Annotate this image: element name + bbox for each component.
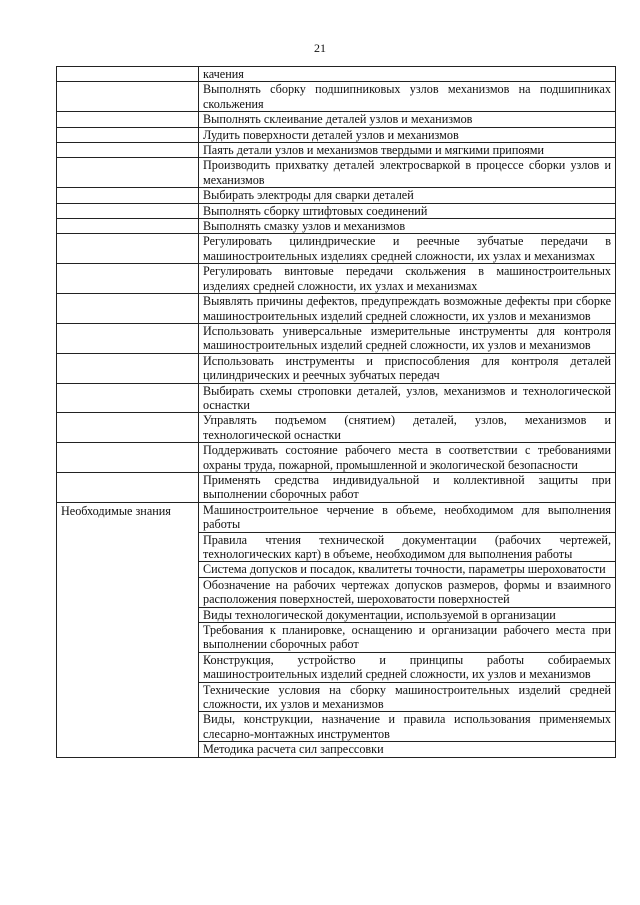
section-label-cell <box>57 82 199 112</box>
skill-item: Паять детали узлов и механизмов твердыми и мягкими припоями <box>199 143 616 158</box>
skill-item: Использовать универсальные измерительные инструменты для контроля машиностроительных изделий средней сложности, их узлов и механизмов <box>199 323 616 353</box>
section-label-cell <box>57 158 199 188</box>
section-label-cell <box>57 143 199 158</box>
table-row <box>57 502 616 532</box>
table-row <box>57 264 616 294</box>
requirements-table <box>56 66 616 758</box>
knowledge-item: Требования к планировке, оснащению и организации рабочего места при выполнении сборочных работ <box>199 623 616 653</box>
skill-item: Выбирать электроды для сварки деталей <box>199 188 616 203</box>
knowledge-label: Необходимые знания <box>61 503 171 518</box>
section-label-cell <box>57 264 199 294</box>
knowledge-item: Обозначение на рабочих чертежах допусков размеров, формы и взаимного расположения поверхностей, шероховатости поверхностей <box>199 577 616 607</box>
table-row <box>57 82 616 112</box>
knowledge-item: Система допусков и посадок, квалитеты точности, параметры шероховатости <box>199 562 616 577</box>
skill-item: Регулировать винтовые передачи скольжения в машиностроительных изделиях средней сложности, их узлах и механизмах <box>199 264 616 294</box>
knowledge-item: Машиностроительное черчение в объеме, необходимом для выполнения работы <box>199 502 616 532</box>
section-label-cell <box>57 203 199 218</box>
skill-item: Лудить поверхности деталей узлов и механизмов <box>199 127 616 142</box>
skill-item: Управлять подъемом (снятием) деталей, узлов, механизмов и технологической оснастки <box>199 413 616 443</box>
skill-item: Использовать инструменты и приспособления для контроля деталей цилиндрических и реечных зубчатых передач <box>199 353 616 383</box>
skill-item: Выполнять сборку штифтовых соединений <box>199 203 616 218</box>
knowledge-label-cell <box>57 502 199 757</box>
skill-item: Выполнять сборку подшипниковых узлов механизмов на подшипниках скольжения <box>199 82 616 112</box>
table-row <box>57 203 616 218</box>
skill-item: Выявлять причины дефектов, предупреждать возможные дефекты при сборке машиностроительных изделий средней сложности, их узлов и механизмов <box>199 294 616 324</box>
knowledge-item: Виды технологической документации, используемой в организации <box>199 607 616 622</box>
knowledge-item: Технические условия на сборку машиностроительных изделий средней сложности, их узлов и механизмов <box>199 682 616 712</box>
section-label-cell <box>57 112 199 127</box>
section-label-cell <box>57 219 199 234</box>
skill-item: Выполнять смазку узлов и механизмов <box>199 219 616 234</box>
skill-item: Производить прихватку деталей электросваркой в процессе сборки узлов и механизмов <box>199 158 616 188</box>
knowledge-item: Методика расчета сил запрессовки <box>199 742 616 757</box>
table-row <box>57 413 616 443</box>
section-label-cell <box>57 127 199 142</box>
table-row <box>57 127 616 142</box>
section-label-cell <box>57 353 199 383</box>
section-label-cell <box>57 472 199 502</box>
table-row <box>57 383 616 413</box>
requirements-table-body <box>57 67 616 758</box>
table-row <box>57 472 616 502</box>
table-row <box>57 294 616 324</box>
skill-item: Выполнять склеивание деталей узлов и механизмов <box>199 112 616 127</box>
table-row <box>57 323 616 353</box>
section-label-cell <box>57 323 199 353</box>
section-label-cell <box>57 67 199 82</box>
knowledge-item: Конструкция, устройство и принципы работы собираемых машиностроительных изделий средней сложности, их узлов и механизмов <box>199 652 616 682</box>
section-label-cell <box>57 294 199 324</box>
skill-item: Выбирать схемы строповки деталей, узлов, механизмов и технологической оснастки <box>199 383 616 413</box>
page-number: 21 <box>314 41 326 55</box>
table-row <box>57 112 616 127</box>
knowledge-item: Виды, конструкции, назначение и правила использования применяемых слесарно-монтажных инструментов <box>199 712 616 742</box>
skill-item: Поддерживать состояние рабочего места в соответствии с требованиями охраны труда, пожарной, промышленной и экологической безопасности <box>199 443 616 473</box>
table-row <box>57 158 616 188</box>
section-label-cell <box>57 383 199 413</box>
table-row <box>57 188 616 203</box>
table-row <box>57 219 616 234</box>
section-label-cell <box>57 413 199 443</box>
table-row <box>57 67 616 82</box>
table-row <box>57 234 616 264</box>
skill-item: Применять средства индивидуальной и коллективной защиты при выполнении сборочных работ <box>199 472 616 502</box>
skill-item: Регулировать цилиндрические и реечные зубчатые передачи в машиностроительных изделиях средней сложности, их узлах и механизмах <box>199 234 616 264</box>
section-label-cell <box>57 188 199 203</box>
table-row <box>57 353 616 383</box>
table-row <box>57 443 616 473</box>
skill-item: качения <box>199 67 616 82</box>
knowledge-item: Правила чтения технической документации (рабочих чертежей, технологических карт) в объеме, необходимом для выполнения работы <box>199 532 616 562</box>
section-label-cell <box>57 234 199 264</box>
section-label-cell <box>57 443 199 473</box>
table-row <box>57 143 616 158</box>
